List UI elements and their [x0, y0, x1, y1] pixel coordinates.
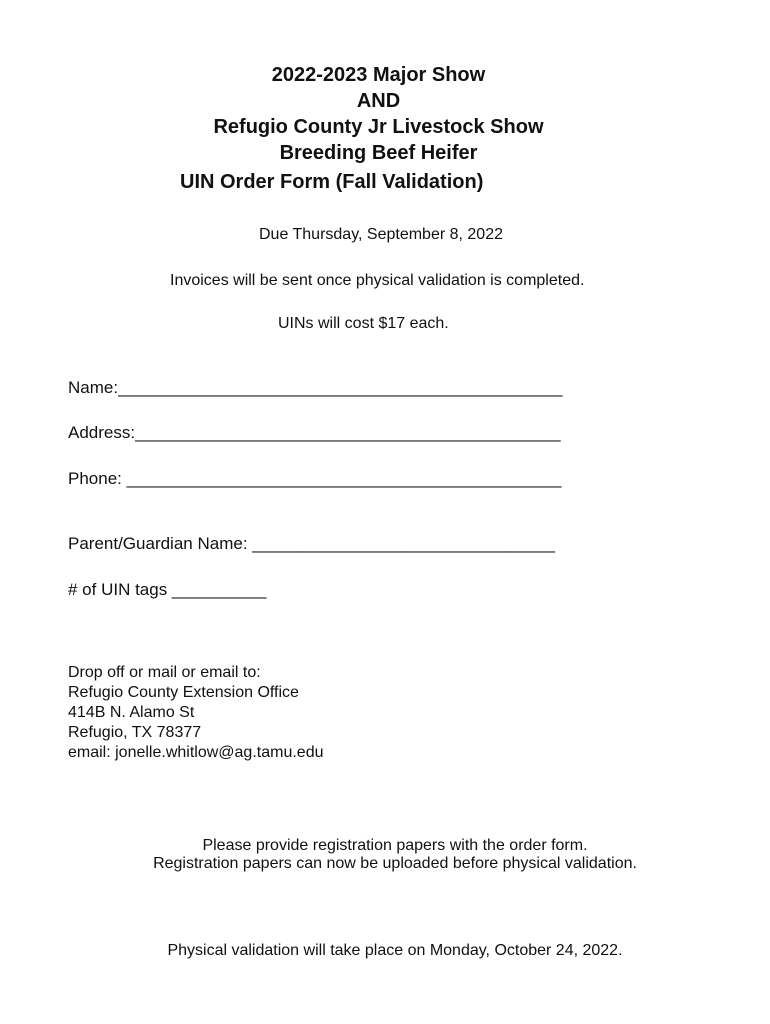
cost-note: UINs will cost $17 each. [278, 315, 449, 332]
address-field[interactable]: Address:_____________________________________________ [68, 423, 561, 442]
title-line-1: 2022-2023 Major Show [271, 64, 486, 86]
contact-street: 414B N. Alamo St [68, 704, 195, 721]
title-line-2: AND [356, 90, 401, 112]
title-line-4: Breeding Beef Heifer [279, 142, 478, 164]
registration-note-1: Please provide registration papers with the order form. [202, 837, 588, 854]
parent-guardian-field[interactable]: Parent/Guardian Name: ________________________________ [68, 534, 555, 553]
validation-date-note: Physical validation will take place on Monday, October 24, 2022. [167, 942, 623, 959]
contact-office: Refugio County Extension Office [68, 684, 299, 701]
title-line-3: Refugio County Jr Livestock Show [213, 116, 544, 138]
contact-intro: Drop off or mail or email to: [68, 664, 261, 681]
registration-note-2: Registration papers can now be uploaded before physical validation. [153, 855, 637, 872]
contact-block [68, 663, 323, 763]
phone-field[interactable]: Phone: ______________________________________________ [68, 469, 562, 488]
name-field[interactable]: Name:_______________________________________________ [68, 378, 563, 397]
contact-city: Refugio, TX 78377 [68, 724, 202, 741]
form-title: UIN Order Form (Fall Validation) [180, 171, 484, 193]
contact-email: email: jonelle.whitlow@ag.tamu.edu [68, 744, 324, 761]
invoice-note: Invoices will be sent once physical validation is completed. [170, 272, 585, 289]
due-date: Due Thursday, September 8, 2022 [259, 226, 503, 243]
uin-tags-field[interactable]: # of UIN tags __________ [68, 580, 267, 599]
